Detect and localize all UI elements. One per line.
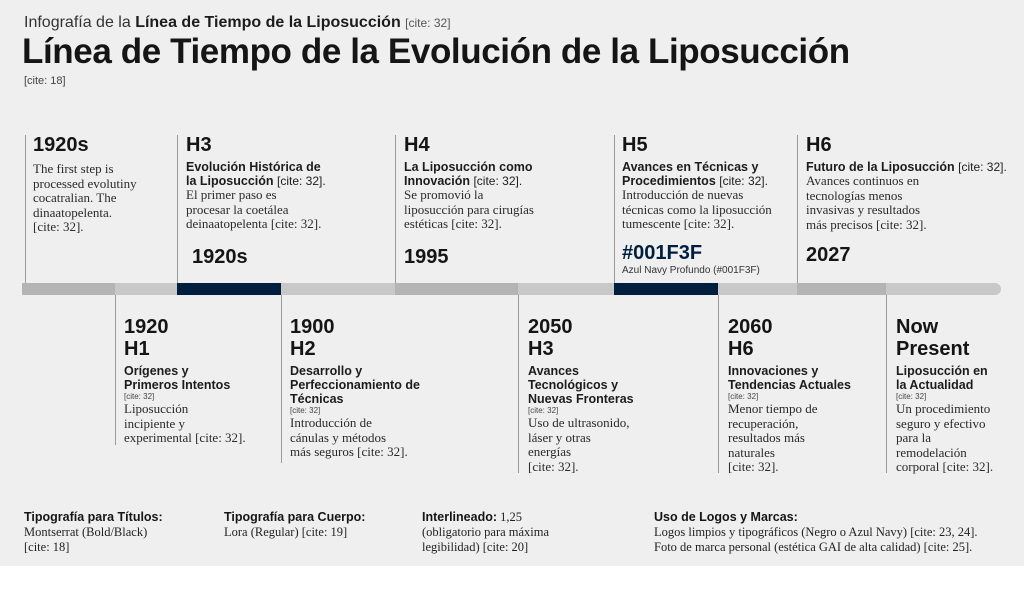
timeline-card-bottom-1 xyxy=(124,316,246,446)
card-cite: [cite: 32] xyxy=(728,392,759,401)
card-year: 1900 xyxy=(290,316,335,338)
card-heading: Present xyxy=(896,338,970,360)
timeline-card-top-5 xyxy=(806,134,1007,267)
card-body: Introducción de cánulas y métodos más seguros [cite: 32]. xyxy=(290,415,408,459)
super-title: Infografía de la Línea de Tiempo de la Liposucción [cite: 32] xyxy=(24,14,451,31)
timeline-card-bottom-3 xyxy=(528,316,634,474)
card-cite: [cite: 32] xyxy=(896,392,927,401)
card-body: The first step is processed evolutiny cocatralian. The dinaatopelenta. [cite: 32]. xyxy=(33,161,137,234)
bar-segment xyxy=(22,283,115,295)
card-heading: H6 xyxy=(806,134,832,156)
card-heading: H3 xyxy=(186,134,212,156)
card-heading: H3 xyxy=(528,338,554,360)
bar-segment xyxy=(886,283,1001,295)
card-body: Se promovió la liposucción para cirugías estéticas [cite: 32]. xyxy=(404,187,534,231)
card-subtitle: La Liposucción como Innovación [cite: 32]. xyxy=(404,160,533,188)
bar-segment xyxy=(115,283,177,295)
bar-segment xyxy=(281,283,395,295)
card-year: #001F3F xyxy=(622,241,703,264)
footer-logo-usage: Uso de Logos y Marcas: Logos limpios y tipográficos (Negro o Azul Navy) [cite: 23, 24]. Foto de marca personal (estética GAI de alta calidad) [cite: 25]. xyxy=(654,510,978,554)
card-heading: H4 xyxy=(404,134,430,156)
card-heading: H5 xyxy=(622,134,648,156)
card-subtitle: Innovaciones y Tendencias Actuales xyxy=(728,364,851,392)
timeline-card-bottom-5 xyxy=(896,316,993,475)
card-heading: H6 xyxy=(728,338,754,360)
title-cite: [cite: 18] xyxy=(24,75,66,87)
timeline-card-top-2 xyxy=(186,134,326,269)
connector-line xyxy=(281,295,282,463)
card-body: Liposucción incipiente y experimental [cite: 32]. xyxy=(124,401,246,445)
timeline-card-top-1 xyxy=(33,134,137,235)
card-body: El primer paso es procesar la coetálea deinaatopelenta [cite: 32]. xyxy=(186,187,322,231)
card-subtitle: Evolución Histórica de la Liposucción [cite: 32]. xyxy=(186,160,326,188)
timeline-card-top-4 xyxy=(622,134,772,276)
connector-line xyxy=(25,135,26,283)
connector-line xyxy=(115,295,116,445)
card-body: Un procedimiento seguro y efectivo para la remodelación corporal [cite: 32]. xyxy=(896,401,994,474)
bar-segment xyxy=(518,283,614,295)
footer-body-font: Tipografía para Cuerpo: Lora (Regular) [cite: 19] xyxy=(224,510,366,539)
card-year: 2060 xyxy=(728,316,773,338)
bar-segment xyxy=(797,283,886,295)
bar-segment xyxy=(395,283,518,295)
card-cite: [cite: 32] xyxy=(528,406,559,415)
connector-line xyxy=(177,135,178,283)
card-year: 2027 xyxy=(806,244,851,266)
card-body: Introducción de nuevas técnicas como la liposucción tumescente [cite: 32]. xyxy=(622,187,772,231)
footer-title-font: Tipografía para Títulos: Montserrat (Bold/Black) [cite: 18] xyxy=(24,510,163,554)
card-cite: [cite: 32] xyxy=(124,392,155,401)
card-subtitle: Futuro de la Liposucción [cite: 32]. xyxy=(806,160,1007,174)
timeline-card-bottom-2 xyxy=(290,316,420,460)
card-subtitle: Avances en Técnicas y Procedimientos [cite: 32]. xyxy=(622,160,768,188)
card-year: 1920s xyxy=(192,245,248,268)
card-subtitle: Orígenes y Primeros Intentos xyxy=(124,364,231,392)
connector-line xyxy=(518,295,519,473)
card-cite: [cite: 32] xyxy=(290,406,321,415)
page-title: Línea de Tiempo de la Evolución de la Liposucción xyxy=(22,32,850,71)
card-body: Avances continuos en tecnologías menos invasivas y resultados más precisos [cite: 32]. xyxy=(806,173,927,232)
card-year: Now xyxy=(896,316,939,338)
card-heading: 1920s xyxy=(33,134,89,156)
card-body: Menor tiempo de recuperación, resultados más naturales [cite: 32]. xyxy=(728,401,818,474)
connector-line xyxy=(797,135,798,283)
connector-line xyxy=(886,295,887,473)
connector-line xyxy=(395,135,396,283)
bar-segment-navy xyxy=(614,283,718,295)
bar-segment xyxy=(718,283,797,295)
timeline-card-bottom-4 xyxy=(728,316,851,475)
connector-line xyxy=(718,295,719,473)
card-subtitle: Liposucción en la Actualidad xyxy=(896,364,988,392)
connector-line xyxy=(614,135,615,283)
color-caption: Azul Navy Profundo (#001F3F) xyxy=(622,264,760,276)
card-year: 2050 xyxy=(528,316,573,338)
bar-segment-navy xyxy=(177,283,281,295)
card-subtitle: Avances Tecnológicos y Nuevas Fronteras xyxy=(528,364,634,406)
timeline-card-top-3 xyxy=(404,134,534,269)
card-heading: H2 xyxy=(290,338,316,360)
footer-line-height: Interlineado: 1,25 (obligatorio para máxima legibilidad) [cite: 20] xyxy=(422,510,550,554)
card-body: Uso de ultrasonido, láser y otras energías [cite: 32]. xyxy=(528,415,630,474)
card-heading: H1 xyxy=(124,338,150,360)
card-year: 1920 xyxy=(124,316,169,338)
card-subtitle: Desarrollo y Perfeccionamiento de Técnicas xyxy=(290,364,420,406)
card-year: 1995 xyxy=(404,245,449,268)
